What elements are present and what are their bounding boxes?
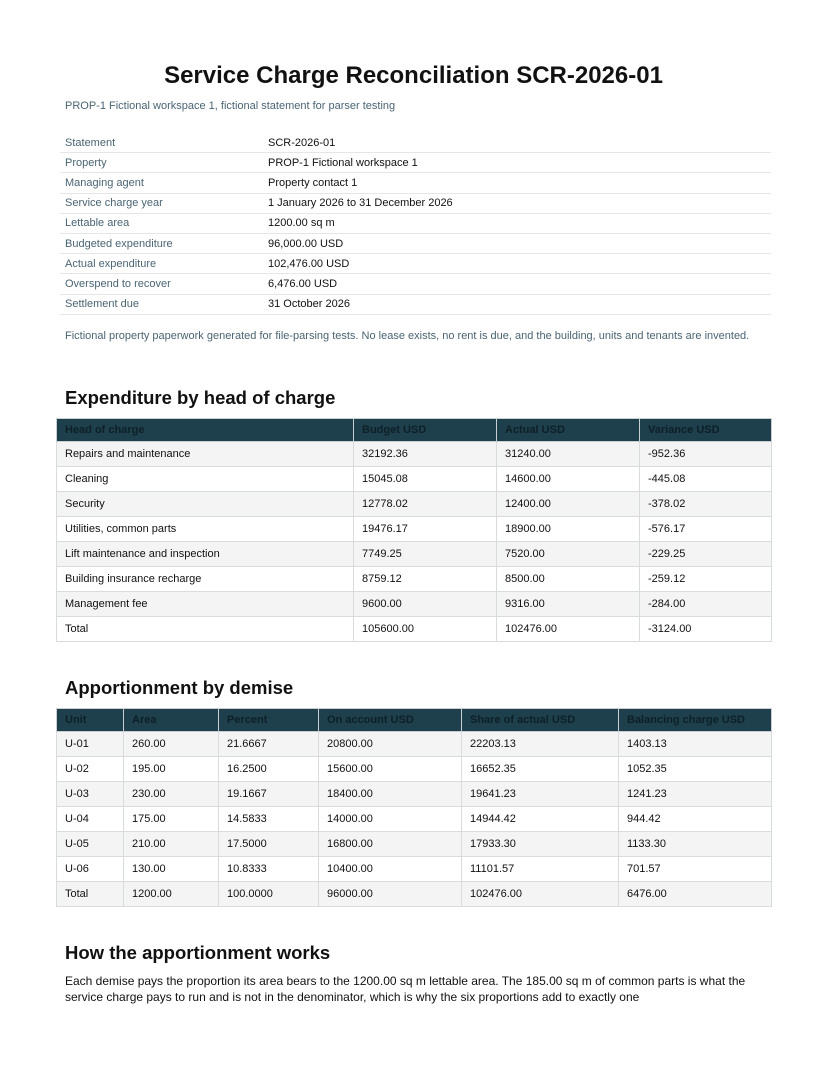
table-cell: Total <box>57 617 354 642</box>
table-cell: 15600.00 <box>319 757 462 782</box>
howto-heading: How the apportionment works <box>65 942 331 963</box>
table-cell: -284.00 <box>640 592 772 617</box>
table-cell: 130.00 <box>124 857 219 882</box>
disclaimer-note: Fictional property paperwork generated for file-parsing tests. No lease exists, no rent is due, and the building, units and tenants are invented. <box>65 330 750 342</box>
column-header: Variance USD <box>640 419 772 442</box>
table-cell: 16800.00 <box>319 832 462 857</box>
table-row <box>57 782 772 807</box>
table-cell: Building insurance recharge <box>57 567 354 592</box>
detail-row <box>60 274 771 294</box>
table-cell: -229.25 <box>640 542 772 567</box>
column-header: Unit <box>57 709 124 732</box>
table-cell: 12778.02 <box>354 492 497 517</box>
table-row <box>57 807 772 832</box>
table-cell: 9316.00 <box>497 592 640 617</box>
table-cell: U-01 <box>57 732 124 757</box>
table-cell: 19476.17 <box>354 517 497 542</box>
table-cell: 1403.13 <box>619 732 772 757</box>
expenditure-table <box>56 418 772 642</box>
table-cell: 14944.42 <box>462 807 619 832</box>
table-cell: 14000.00 <box>319 807 462 832</box>
table-cell: 195.00 <box>124 757 219 782</box>
table-cell: 11101.57 <box>462 857 619 882</box>
table-cell: 7749.25 <box>354 542 497 567</box>
table-cell: 16.2500 <box>219 757 319 782</box>
expenditure-heading: Expenditure by head of charge <box>65 387 336 408</box>
table-row <box>57 757 772 782</box>
detail-value: 31 October 2026 <box>263 294 771 314</box>
table-cell: 10400.00 <box>319 857 462 882</box>
page-subtitle: PROP-1 Fictional workspace 1, fictional statement for parser testing <box>65 100 396 112</box>
table-cell: 16652.35 <box>462 757 619 782</box>
table-cell: 1052.35 <box>619 757 772 782</box>
table-cell: -3124.00 <box>640 617 772 642</box>
detail-label: Statement <box>60 133 263 153</box>
howto-paragraph: Each demise pays the proportion its area bears to the 1200.00 sq m lettable area. The 185.00 sq m of common parts is what the service charge pays to run and is not in the denominator, which is why the six proportions add to exactly one <box>65 974 746 1004</box>
table-cell: 19.1667 <box>219 782 319 807</box>
table-cell: 9600.00 <box>354 592 497 617</box>
table-cell: 21.6667 <box>219 732 319 757</box>
table-cell: 210.00 <box>124 832 219 857</box>
table-cell: -445.08 <box>640 467 772 492</box>
detail-row <box>60 193 771 213</box>
apportionment-heading: Apportionment by demise <box>65 677 294 698</box>
table-cell: U-04 <box>57 807 124 832</box>
table-cell: U-05 <box>57 832 124 857</box>
column-header: Share of actual USD <box>462 709 619 732</box>
detail-label: Budgeted expenditure <box>60 233 263 253</box>
table-cell: 7520.00 <box>497 542 640 567</box>
table-cell: 14600.00 <box>497 467 640 492</box>
table-row <box>57 467 772 492</box>
table-cell: 17933.30 <box>462 832 619 857</box>
table-cell: 105600.00 <box>354 617 497 642</box>
detail-value: Property contact 1 <box>263 173 771 193</box>
table-cell: 12400.00 <box>497 492 640 517</box>
column-header: Area <box>124 709 219 732</box>
table-cell: 32192.36 <box>354 442 497 467</box>
detail-row <box>60 254 771 274</box>
table-cell: -259.12 <box>640 567 772 592</box>
column-header: Actual USD <box>497 419 640 442</box>
table-cell: 1241.23 <box>619 782 772 807</box>
table-cell: Repairs and maintenance <box>57 442 354 467</box>
table-cell: 17.5000 <box>219 832 319 857</box>
table-cell: 260.00 <box>124 732 219 757</box>
table-row <box>57 492 772 517</box>
table-row <box>57 832 772 857</box>
column-header: On account USD <box>319 709 462 732</box>
table-cell: 6476.00 <box>619 882 772 907</box>
detail-row <box>60 213 771 233</box>
table-cell: Utilities, common parts <box>57 517 354 542</box>
table-cell: -378.02 <box>640 492 772 517</box>
table-row <box>57 442 772 467</box>
table-cell: 230.00 <box>124 782 219 807</box>
table-cell: 175.00 <box>124 807 219 832</box>
table-cell: 102476.00 <box>497 617 640 642</box>
detail-value: SCR-2026-01 <box>263 133 771 153</box>
table-cell: 31240.00 <box>497 442 640 467</box>
table-cell: Security <box>57 492 354 517</box>
table-row <box>57 617 772 642</box>
detail-value: 1 January 2026 to 31 December 2026 <box>263 193 771 213</box>
detail-row <box>60 153 771 173</box>
table-cell: 1200.00 <box>124 882 219 907</box>
table-cell: 701.57 <box>619 857 772 882</box>
statement-details-table <box>60 133 771 315</box>
table-row <box>57 542 772 567</box>
table-row <box>57 882 772 907</box>
table-cell: 8500.00 <box>497 567 640 592</box>
table-cell: 20800.00 <box>319 732 462 757</box>
table-cell: 944.42 <box>619 807 772 832</box>
page-title: Service Charge Reconciliation SCR-2026-01 <box>164 62 663 89</box>
detail-label: Actual expenditure <box>60 254 263 274</box>
detail-row <box>60 173 771 193</box>
table-cell: U-06 <box>57 857 124 882</box>
table-cell: 19641.23 <box>462 782 619 807</box>
table-cell: U-02 <box>57 757 124 782</box>
detail-value: 96,000.00 USD <box>263 233 771 253</box>
table-row <box>57 592 772 617</box>
table-row <box>57 517 772 542</box>
table-cell: -952.36 <box>640 442 772 467</box>
detail-value: 6,476.00 USD <box>263 274 771 294</box>
table-cell: 102476.00 <box>462 882 619 907</box>
detail-label: Overspend to recover <box>60 274 263 294</box>
table-cell: Management fee <box>57 592 354 617</box>
table-cell: 8759.12 <box>354 567 497 592</box>
detail-label: Service charge year <box>60 193 263 213</box>
table-cell: 1133.30 <box>619 832 772 857</box>
table-cell: 100.0000 <box>219 882 319 907</box>
detail-row <box>60 233 771 253</box>
detail-value: 1200.00 sq m <box>263 213 771 233</box>
detail-row <box>60 133 771 153</box>
column-header: Balancing charge USD <box>619 709 772 732</box>
table-cell: U-03 <box>57 782 124 807</box>
detail-label: Property <box>60 153 263 173</box>
detail-label: Lettable area <box>60 213 263 233</box>
apportionment-table <box>56 708 772 907</box>
table-cell: -576.17 <box>640 517 772 542</box>
table-cell: Cleaning <box>57 467 354 492</box>
table-cell: 18900.00 <box>497 517 640 542</box>
table-row <box>57 567 772 592</box>
table-cell: 96000.00 <box>319 882 462 907</box>
column-header: Percent <box>219 709 319 732</box>
detail-value: 102,476.00 USD <box>263 254 771 274</box>
table-cell: 22203.13 <box>462 732 619 757</box>
detail-label: Settlement due <box>60 294 263 314</box>
column-header: Budget USD <box>354 419 497 442</box>
table-cell: Total <box>57 882 124 907</box>
table-row <box>57 732 772 757</box>
table-cell: 14.5833 <box>219 807 319 832</box>
table-row <box>57 857 772 882</box>
table-cell: 10.8333 <box>219 857 319 882</box>
column-header: Head of charge <box>57 419 354 442</box>
table-cell: 18400.00 <box>319 782 462 807</box>
detail-label: Managing agent <box>60 173 263 193</box>
detail-row <box>60 294 771 314</box>
detail-value: PROP-1 Fictional workspace 1 <box>263 153 771 173</box>
table-cell: Lift maintenance and inspection <box>57 542 354 567</box>
table-cell: 15045.08 <box>354 467 497 492</box>
